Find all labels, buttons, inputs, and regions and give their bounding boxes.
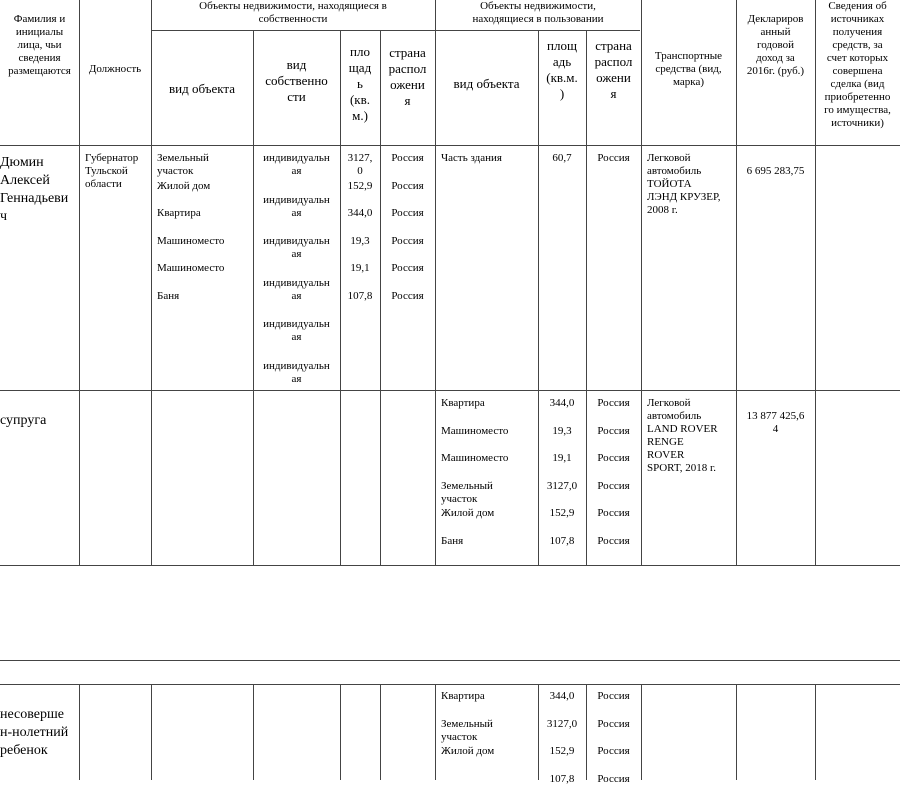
header-sources: Сведения об источниках получения средств, за счет которых совершена сделка (вид приобретенно го имущества, источники) [824, 0, 891, 129]
person-name: супруга [0, 413, 47, 428]
owned-country: Россия [391, 289, 424, 302]
owned-country: Россия [391, 234, 424, 247]
used-area: 107,8 [549, 772, 575, 785]
used-object-type: Земельный участок [441, 479, 493, 505]
used-object-type: Машиноместо [441, 424, 509, 437]
declared-income: 6 695 283,75 [746, 165, 805, 177]
used-area: 3127,0 [546, 717, 578, 730]
header-income: Деклариров анный годовой доход за 2016г. (руб.) [746, 13, 805, 77]
used-country: Россия [597, 772, 630, 785]
row-divider [0, 565, 900, 566]
column-divider [79, 684, 80, 780]
person-position: Губернатор Тульской области [85, 152, 139, 190]
owned-ownership: индивидуальн ая [263, 359, 330, 385]
owned-object-type: Машиноместо [157, 234, 225, 247]
used-country: Россия [597, 424, 630, 437]
row-divider [0, 684, 900, 685]
owned-object-type: Жилой дом [157, 179, 211, 192]
used-country: Россия [597, 745, 630, 757]
header-group-divider [151, 30, 640, 31]
column-divider [151, 684, 152, 780]
declared-income: 13 877 425,6 4 [746, 410, 805, 435]
header-ownership: вид собственно сти [265, 57, 328, 104]
header-owned-group: Объекты недвижимости, находящиеся в собственности [199, 0, 387, 25]
row-divider [0, 390, 900, 391]
owned-object-type: Машиноместо [157, 262, 225, 274]
owned-object-type: Баня [157, 289, 180, 302]
owned-area: 344,0 [347, 207, 373, 219]
used-object-type: Квартира [441, 690, 485, 702]
used-area: 344,0 [549, 690, 575, 702]
column-divider [79, 0, 80, 565]
owned-ownership: индивидуальн ая [263, 276, 330, 302]
owned-country: Россия [391, 262, 424, 274]
used-area: 3127,0 [546, 479, 578, 492]
vehicle: Легковой автомобиль LAND ROVER RENGE ROVER SPORT, 2018 г. [647, 397, 718, 474]
header-used-group: Объекты недвижимости, находящиеся в пользовании [472, 0, 604, 25]
used-area: 19,3 [552, 424, 572, 437]
used-object-type: Земельный участок [441, 717, 493, 743]
used-country: Россия [597, 479, 630, 492]
column-divider [380, 684, 381, 780]
column-divider [736, 0, 737, 565]
owned-country: Россия [391, 152, 424, 164]
owned-ownership: индивидуальн ая [263, 193, 330, 219]
owned-ownership: индивидуальн ая [263, 318, 330, 343]
vehicle: Легковой автомобиль ТОЙОТА ЛЭНД КРУЗЕР, 2008 г. [647, 152, 721, 216]
owned-area: 107,8 [347, 289, 373, 302]
used-country: Россия [597, 534, 630, 547]
column-divider [253, 684, 254, 780]
header-used-country: страна распол ожени я [594, 38, 633, 101]
used-area: 107,8 [549, 534, 575, 547]
used-country: Россия [597, 397, 630, 409]
column-divider [736, 684, 737, 780]
header-object-type: вид объекта [169, 81, 235, 96]
column-divider [815, 684, 816, 780]
owned-ownership: индивидуальн ая [263, 235, 330, 260]
row-divider [0, 660, 900, 661]
used-object-type: Часть здания [441, 152, 502, 164]
header-used-type: вид объекта [453, 76, 520, 91]
person-name: несоверше н-нолетний ребенок [0, 707, 69, 758]
used-country: Россия [597, 152, 630, 164]
owned-area: 19,1 [350, 262, 370, 274]
used-object-type: Машиноместо [441, 452, 509, 464]
owned-object-type: Квартира [157, 207, 201, 219]
used-object-type: Баня [441, 534, 464, 547]
used-area: 344,0 [549, 397, 575, 409]
header-area: пло щад ь (кв. м.) [348, 44, 372, 123]
header-used-area: площ адь (кв.м. ) [546, 38, 578, 101]
owned-ownership: индивидуальн ая [263, 152, 330, 177]
used-object-type: Жилой дом [441, 507, 495, 519]
used-country: Россия [597, 717, 630, 730]
used-area: 152,9 [549, 507, 575, 519]
owned-object-type: Земельный участок [157, 152, 209, 177]
header-name: Фамилия и инициалы лица, чьи сведения размещаются [8, 13, 71, 77]
used-area: 152,9 [549, 745, 575, 757]
owned-area: 3127, 0 [347, 152, 373, 177]
person-name: Дюмин Алексей Геннадьеви ч [0, 155, 69, 224]
used-country: Россия [597, 507, 630, 519]
header-position: Должность [88, 63, 142, 75]
header-bottom-rule [0, 145, 900, 146]
used-object-type: Квартира [441, 397, 485, 409]
column-divider [641, 684, 642, 780]
owned-country: Россия [391, 207, 424, 219]
used-country: Россия [597, 690, 630, 702]
used-area: 19,1 [552, 452, 572, 464]
column-divider [435, 684, 436, 780]
used-country: Россия [597, 452, 630, 464]
owned-area: 152,9 [347, 179, 373, 192]
owned-country: Россия [391, 179, 424, 192]
header-country: страна распол ожени я [388, 45, 427, 108]
column-divider [340, 684, 341, 780]
used-area: 60,7 [552, 152, 572, 164]
owned-area: 19,3 [350, 234, 370, 247]
used-object-type: Жилой дом [441, 745, 495, 757]
header-transport: Транспортные средства (вид, марка) [654, 50, 723, 88]
